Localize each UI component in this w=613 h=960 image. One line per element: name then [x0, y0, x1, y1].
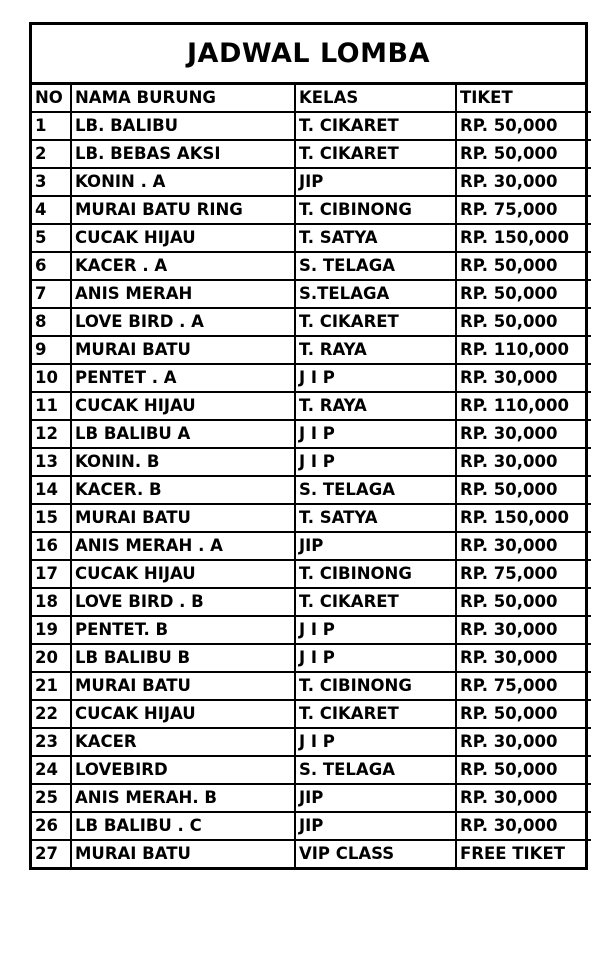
- cell-tiket: RP. 30,000: [456, 784, 591, 812]
- cell-nama-burung: MURAI BATU: [71, 840, 295, 867]
- table-row: [32, 476, 591, 504]
- cell-no: 11: [32, 392, 71, 420]
- cell-tiket: RP. 30,000: [456, 168, 591, 196]
- cell-no: 20: [32, 644, 71, 672]
- cell-no: 8: [32, 308, 71, 336]
- page-title: JADWAL LOMBA: [187, 38, 430, 69]
- cell-kelas: T. SATYA: [295, 224, 456, 252]
- cell-kelas: S. TELAGA: [295, 476, 456, 504]
- cell-no: 1: [32, 112, 71, 140]
- cell-no: 7: [32, 280, 71, 308]
- cell-tiket: RP. 150,000: [456, 224, 591, 252]
- cell-nama-burung: MURAI BATU: [71, 336, 295, 364]
- cell-no: 12: [32, 420, 71, 448]
- cell-nama-burung: CUCAK HIJAU: [71, 392, 295, 420]
- table-row: [32, 616, 591, 644]
- cell-nama-burung: KONIN . A: [71, 168, 295, 196]
- cell-no: 9: [32, 336, 71, 364]
- cell-nama-burung: CUCAK HIJAU: [71, 700, 295, 728]
- cell-kelas: J I P: [295, 420, 456, 448]
- cell-tiket: RP. 150,000: [456, 504, 591, 532]
- cell-nama-burung: PENTET. B: [71, 616, 295, 644]
- cell-kelas: T. CIBINONG: [295, 560, 456, 588]
- cell-nama-burung: CUCAK HIJAU: [71, 560, 295, 588]
- table-row: [32, 112, 591, 140]
- cell-tiket: RP. 50,000: [456, 280, 591, 308]
- cell-tiket: RP. 110,000: [456, 392, 591, 420]
- cell-nama-burung: KACER . A: [71, 252, 295, 280]
- schedule-table: [32, 85, 591, 867]
- cell-tiket: RP. 75,000: [456, 672, 591, 700]
- cell-no: 25: [32, 784, 71, 812]
- cell-nama-burung: KONIN. B: [71, 448, 295, 476]
- cell-no: 22: [32, 700, 71, 728]
- table-row: [32, 532, 591, 560]
- table-row: [32, 448, 591, 476]
- cell-nama-burung: ANIS MERAH: [71, 280, 295, 308]
- header-row: [32, 85, 591, 112]
- table-row: [32, 364, 591, 392]
- cell-no: 14: [32, 476, 71, 504]
- cell-kelas: S. TELAGA: [295, 756, 456, 784]
- cell-nama-burung: CUCAK HIJAU: [71, 224, 295, 252]
- cell-nama-burung: KACER. B: [71, 476, 295, 504]
- cell-tiket: RP. 50,000: [456, 588, 591, 616]
- cell-tiket: RP. 50,000: [456, 112, 591, 140]
- cell-kelas: T. CIBINONG: [295, 672, 456, 700]
- cell-tiket: RP. 30,000: [456, 420, 591, 448]
- cell-nama-burung: LB. BALIBU: [71, 112, 295, 140]
- cell-kelas: S.TELAGA: [295, 280, 456, 308]
- table-row: [32, 812, 591, 840]
- schedule-sheet: [29, 22, 588, 870]
- cell-kelas: T. CIKARET: [295, 700, 456, 728]
- cell-no: 16: [32, 532, 71, 560]
- cell-no: 13: [32, 448, 71, 476]
- cell-no: 19: [32, 616, 71, 644]
- cell-kelas: VIP CLASS: [295, 840, 456, 867]
- cell-kelas: J I P: [295, 728, 456, 756]
- cell-no: 6: [32, 252, 71, 280]
- cell-no: 26: [32, 812, 71, 840]
- table-body: [32, 112, 591, 867]
- cell-tiket: RP. 50,000: [456, 756, 591, 784]
- cell-no: 15: [32, 504, 71, 532]
- cell-kelas: S. TELAGA: [295, 252, 456, 280]
- cell-nama-burung: LOVEBIRD: [71, 756, 295, 784]
- table-row: [32, 420, 591, 448]
- cell-kelas: T. CIKARET: [295, 112, 456, 140]
- table-row: [32, 140, 591, 168]
- cell-kelas: JIP: [295, 168, 456, 196]
- cell-nama-burung: PENTET . A: [71, 364, 295, 392]
- cell-tiket: RP. 30,000: [456, 728, 591, 756]
- table-row: [32, 168, 591, 196]
- cell-nama-burung: LB BALIBU A: [71, 420, 295, 448]
- cell-kelas: T. CIBINONG: [295, 196, 456, 224]
- table-row: [32, 560, 591, 588]
- cell-nama-burung: ANIS MERAH . A: [71, 532, 295, 560]
- cell-tiket: RP. 75,000: [456, 196, 591, 224]
- cell-tiket: RP. 50,000: [456, 252, 591, 280]
- table-row: [32, 224, 591, 252]
- cell-kelas: JIP: [295, 812, 456, 840]
- cell-tiket: RP. 30,000: [456, 616, 591, 644]
- cell-kelas: JIP: [295, 784, 456, 812]
- table-row: [32, 504, 591, 532]
- table-row: [32, 840, 591, 867]
- title-bar: [32, 25, 585, 85]
- table-row: [32, 644, 591, 672]
- table-row: [32, 196, 591, 224]
- cell-kelas: JIP: [295, 532, 456, 560]
- cell-tiket: RP. 75,000: [456, 560, 591, 588]
- cell-nama-burung: ANIS MERAH. B: [71, 784, 295, 812]
- cell-tiket: RP. 30,000: [456, 364, 591, 392]
- cell-kelas: J I P: [295, 616, 456, 644]
- cell-kelas: T. RAYA: [295, 392, 456, 420]
- table-row: [32, 392, 591, 420]
- cell-nama-burung: LOVE BIRD . B: [71, 588, 295, 616]
- cell-tiket: RP. 50,000: [456, 476, 591, 504]
- table-row: [32, 672, 591, 700]
- cell-nama-burung: LB BALIBU B: [71, 644, 295, 672]
- table-row: [32, 308, 591, 336]
- cell-no: 17: [32, 560, 71, 588]
- cell-tiket: RP. 30,000: [456, 644, 591, 672]
- cell-nama-burung: LB BALIBU . C: [71, 812, 295, 840]
- cell-no: 18: [32, 588, 71, 616]
- cell-nama-burung: LB. BEBAS AKSI: [71, 140, 295, 168]
- cell-no: 23: [32, 728, 71, 756]
- cell-kelas: T. CIKARET: [295, 140, 456, 168]
- cell-tiket: RP. 110,000: [456, 336, 591, 364]
- cell-kelas: J I P: [295, 644, 456, 672]
- column-header-tiket: TIKET: [456, 85, 591, 112]
- cell-tiket: RP. 50,000: [456, 308, 591, 336]
- cell-kelas: J I P: [295, 364, 456, 392]
- cell-no: 5: [32, 224, 71, 252]
- column-header-no: NO: [32, 85, 71, 112]
- cell-no: 2: [32, 140, 71, 168]
- cell-nama-burung: LOVE BIRD . A: [71, 308, 295, 336]
- cell-no: 27: [32, 840, 71, 867]
- table-row: [32, 280, 591, 308]
- cell-nama-burung: MURAI BATU: [71, 504, 295, 532]
- cell-tiket: RP. 30,000: [456, 812, 591, 840]
- cell-kelas: T. RAYA: [295, 336, 456, 364]
- cell-kelas: J I P: [295, 448, 456, 476]
- cell-tiket: RP. 50,000: [456, 700, 591, 728]
- cell-tiket: RP. 30,000: [456, 532, 591, 560]
- cell-no: 24: [32, 756, 71, 784]
- column-header-kelas: KELAS: [295, 85, 456, 112]
- table-row: [32, 728, 591, 756]
- cell-kelas: T. CIKARET: [295, 308, 456, 336]
- cell-nama-burung: KACER: [71, 728, 295, 756]
- table-row: [32, 588, 591, 616]
- cell-no: 4: [32, 196, 71, 224]
- table-row: [32, 252, 591, 280]
- cell-no: 3: [32, 168, 71, 196]
- table-row: [32, 700, 591, 728]
- cell-tiket: RP. 50,000: [456, 140, 591, 168]
- cell-no: 10: [32, 364, 71, 392]
- cell-tiket: FREE TIKET: [456, 840, 591, 867]
- column-header-nama-burung: NAMA BURUNG: [71, 85, 295, 112]
- table-row: [32, 336, 591, 364]
- cell-kelas: T. CIKARET: [295, 588, 456, 616]
- cell-nama-burung: MURAI BATU RING: [71, 196, 295, 224]
- table-row: [32, 784, 591, 812]
- table-row: [32, 756, 591, 784]
- cell-kelas: T. SATYA: [295, 504, 456, 532]
- cell-nama-burung: MURAI BATU: [71, 672, 295, 700]
- cell-no: 21: [32, 672, 71, 700]
- cell-tiket: RP. 30,000: [456, 448, 591, 476]
